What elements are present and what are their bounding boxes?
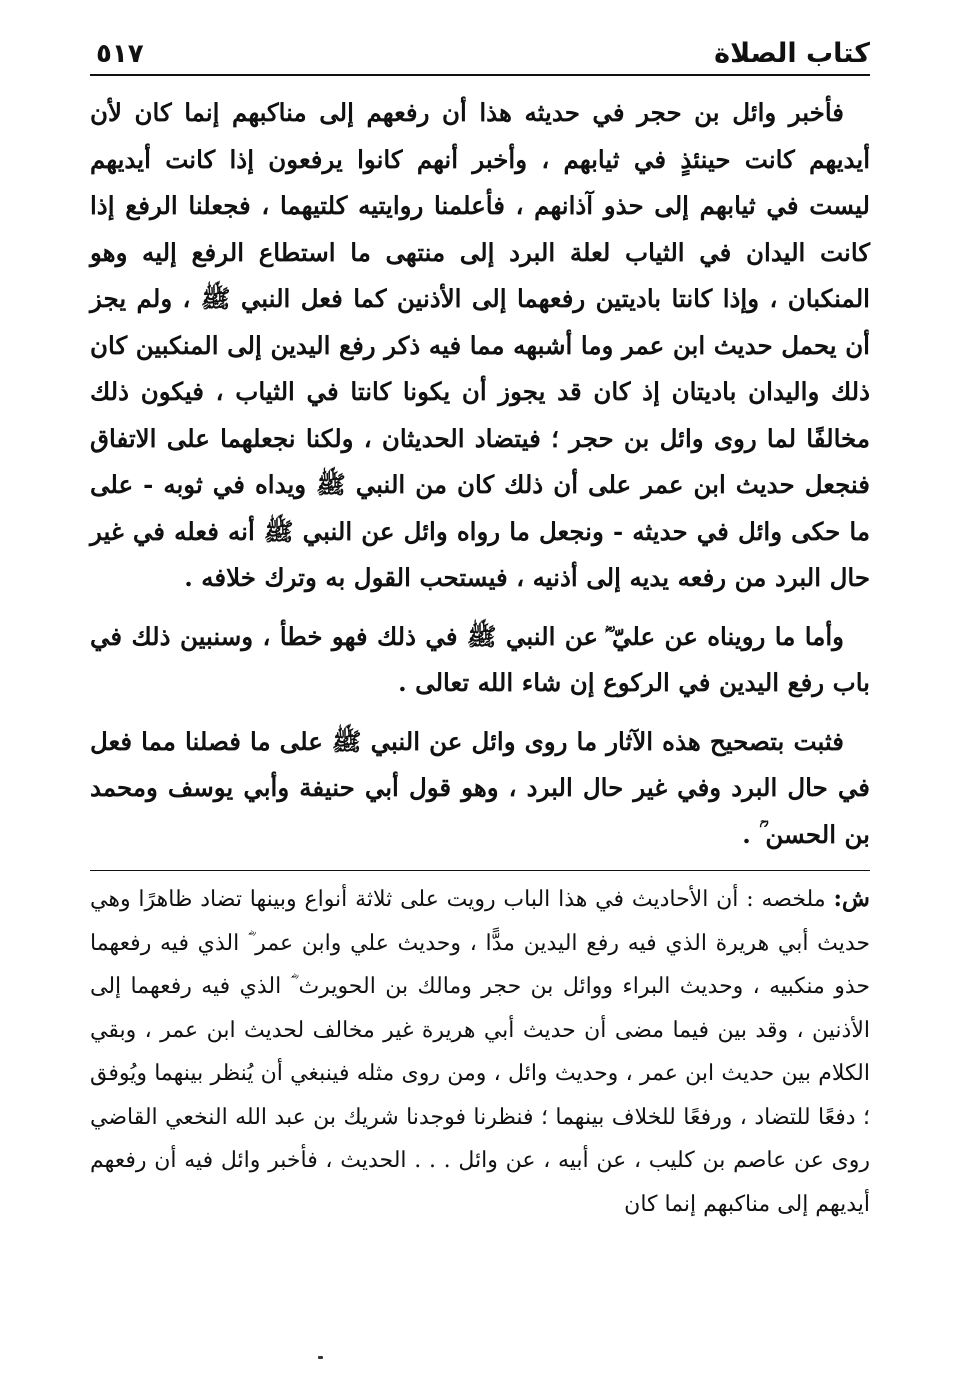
- commentary-paragraph: [90, 877, 870, 1226]
- main-text: [90, 90, 870, 858]
- commentary-text: ملخصه : أن الأحاديث في هذا الباب رويت على ثلاثة أنواع وبينها تضاد ظاهرًا وهي حديث أبي هريرة الذي فيه رفع اليدين مدًّا ، وحديث علي وابن عمر ؓ الذي فيه رفعهما حذو منكبيه ، وحديث البراء ووائل بن حجر ومالك بن الحويرث ؓ الذي فيه رفعهما إلى الأذنين ، وقد بين فيما مضى أن حديث أبي هريرة غير مخالف لحديث ابن عمر ، وبقي الكلام بين حديث ابن عمر ، وحديث وائل ، ومن روى مثله فينبغي أن يُنظر بينهما ويُوفق ؛ دفعًا للتضاد ، ورفعًا للخلاف بينهما ؛ فنظرنا فوجدنا شريك بن عبد الله النخعي القاضي روى عن عاصم بن كليب ، عن أبيه ، عن وائل . . . الحديث ، فأخبر وائل فيه أن رفعهم أيديهم إلى مناكبهم إنما كان: [90, 887, 870, 1217]
- print-mark: [318, 1356, 323, 1359]
- running-header: [90, 28, 870, 76]
- book-title: كتاب الصلاة: [714, 38, 870, 69]
- book-page: [90, 28, 870, 1358]
- commentary-marker: ش:: [833, 885, 871, 912]
- commentary-section: [90, 870, 870, 1226]
- main-paragraph: فأخبر وائل بن حجر في حديثه هذا أن رفعهم إلى مناكبهم إنما كان لأن أيديهم كانت حينئذٍ في ثيابهم ، وأخبر أنهم كانوا يرفعون إذا كانت أيديهم ليست في ثيابهم إلى حذو آذانهم ، فأعلمنا روايتيه كلتيهما ، فجعلنا الرفع إذا كانت اليدان في الثياب لعلة البرد إلى منتهى ما استطاع الرفع إليه وهو المنكبان ، وإذا كانتا باديتين رفعهما إلى الأذنين كما فعل النبي ﷺ ، ولم يجز أن يحمل حديث ابن عمر وما أشبهه مما فيه ذكر رفع اليدين إلى المنكبين كان ذلك واليدان باديتان إذ كان قد يجوز أن يكونا كانتا في الثياب ، فيكون ذلك مخالفًا لما روى وائل بن حجر ؛ فيتضاد الحديثان ، ولكنا نجعلهما على الاتفاق فنجعل حديث ابن عمر على أن ذلك كان من النبي ﷺ ويداه في ثوبه - على ما حكى وائل في حديثه - ونجعل ما رواه وائل عن النبي ﷺ أنه فعله في غير حال البرد من رفعه يديه إلى أذنيه ، فيستحب القول به وترك خلافه .: [90, 98, 870, 592]
- page-number: ٥١٧: [96, 39, 144, 69]
- main-paragraph: فثبت بتصحيح هذه الآثار ما روى وائل عن النبي ﷺ على ما فصلنا مما فعل في حال البرد وفي غير حال البرد ، وهو قول أبي حنيفة وأبي يوسف ومحمد بن الحسن ؒ .: [90, 726, 870, 849]
- main-paragraph: وأما ما رويناه عن عليّ ؓ عن النبي ﷺ في ذلك فهو خطأ ، وسنبين ذلك في باب رفع اليدين في الركوع إن شاء الله تعالى .: [90, 621, 870, 697]
